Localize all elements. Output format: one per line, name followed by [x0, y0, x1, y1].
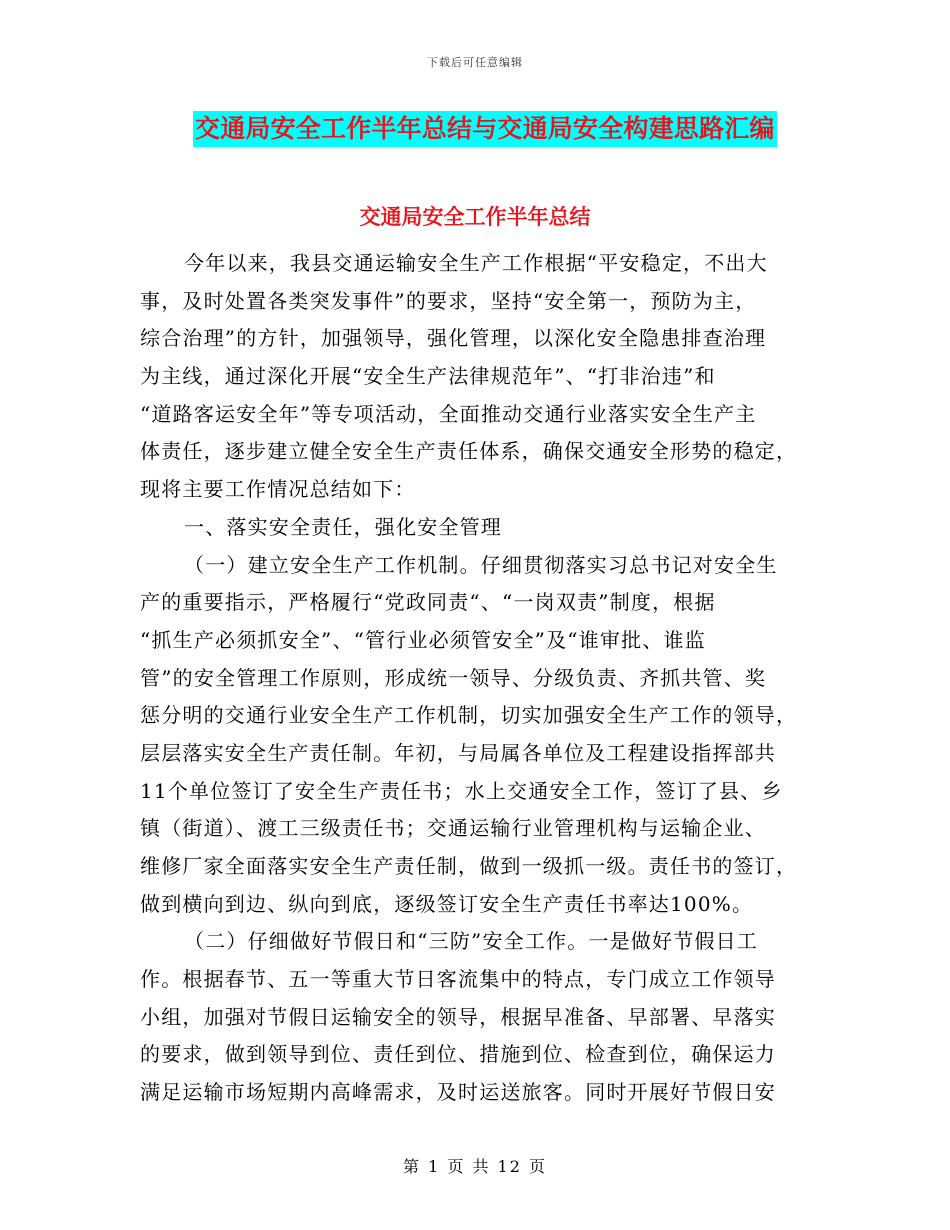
- body-line: 为主线，通过深化开展“安全生产法律规范年”、“打非治违”和: [140, 364, 716, 389]
- body-line: “道路客运安全年”等专项活动，全面推动交通行业落实安全生产主: [140, 401, 757, 426]
- body-line: “抓生产必须抓安全”、“管行业必须管安全”及“谁审批、谁监: [140, 627, 706, 652]
- body-line: 11个单位签订了安全生产责任书；水上交通安全工作，签订了县、乡: [140, 778, 783, 803]
- section-title: 交通局安全工作半年总结: [359, 204, 591, 229]
- body-line: 今年以来，我县交通运输安全生产工作根据“平安稳定，不出大: [184, 251, 768, 275]
- body-line: （二）仔细做好节假日和“三防”安全工作。一是做好节假日工: [184, 929, 759, 954]
- body-line: 满足运输市场短期内高峰需求，及时运送旅客。同时开展好节假日安: [140, 1080, 776, 1105]
- body-line: 小组，加强对节假日运输安全的领导，根据早准备、早部署、早落实: [140, 1004, 776, 1029]
- body-line: 体责任，逐步建立健全安全生产责任体系，确保交通安全形势的稳定，: [140, 439, 798, 464]
- body-line: 维修厂家全面落实安全生产责任制，做到一级抓一级。责任书的签订，: [140, 854, 798, 878]
- body-line: 层层落实安全生产责任制。年初，与局属各单位及工程建设指挥部共: [140, 740, 776, 765]
- body-line: 的要求，做到领导到位、责任到位、措施到位、检查到位，确保运力: [140, 1042, 776, 1067]
- body-line: 惩分明的交通行业安全生产工作机制，切实加强安全生产工作的领导，: [140, 703, 798, 728]
- download-note: 下载后可任意编辑: [427, 56, 523, 69]
- body-line: 管”的安全管理工作原则，形成统一领导、分级负责、齐抓共管、奖: [140, 665, 767, 690]
- section-heading: 一、落实安全责任，强化安全管理: [184, 514, 502, 539]
- page-number: 第 1 页 共 12 页: [403, 1157, 547, 1176]
- main-title: 交通局安全工作半年总结与交通局安全构建思路汇编: [193, 111, 777, 147]
- document-body: [140, 245, 810, 1112]
- body-line: 作。根据春节、五一等重大节日客流集中的特点，专门成立工作领导: [140, 967, 776, 992]
- body-line: 事，及时处置各类突发事件”的要求，坚持“安全第一，预防为主，: [140, 288, 757, 313]
- body-line: 镇（街道）、渡工三级责任书；交通运输行业管理机构与运输企业、: [140, 816, 766, 841]
- body-line: 现将主要工作情况总结如下：: [140, 477, 416, 502]
- body-line: 做到横向到边、纵向到底，逐级签订安全生产责任书率达100%。: [140, 891, 754, 916]
- body-line: （一）建立安全生产工作机制。仔细贯彻落实习总书记对安全生: [184, 552, 778, 577]
- body-line: 产的重要指示，严格履行“党政同责“、“一岗双责”制度，根据: [140, 590, 716, 615]
- body-line: 综合治理”的方针，加强领导，强化管理，以深化安全隐患排查治理: [140, 326, 767, 351]
- main-title-container: [193, 111, 777, 147]
